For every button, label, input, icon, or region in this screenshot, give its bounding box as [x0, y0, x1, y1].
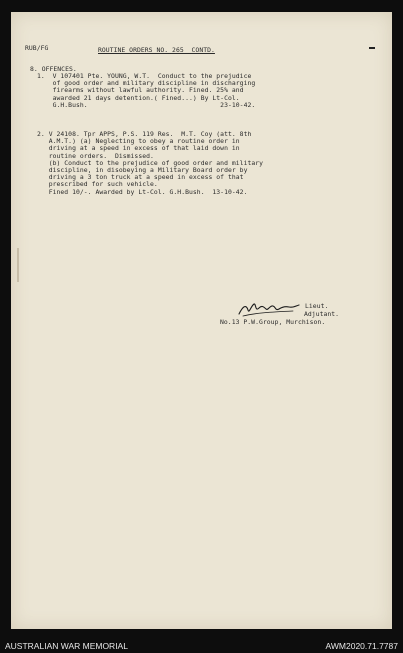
handwritten-signature — [237, 298, 301, 320]
order-entry-1: 1. V 107401 Pte. YOUNG, W.T. Conduct to the prejudice of good order and military discipline in discharging firearms without lawful authority. Fined. 25% and awarded 21 days detention.( Fined...) By Lt-Col. G.H.Bush. 23-10-42. — [37, 72, 256, 109]
signatory-rank: Lieut. — [305, 302, 329, 310]
corner-mark — [369, 47, 375, 49]
signatory-title: Adjutant. — [304, 310, 340, 318]
catalogue-number: AWM2020.71.7787 — [325, 641, 398, 651]
order-entry-2: 2. V 24108. Tpr APPS, P.S. 119 Res. M.T. Coy (att. 8th A.M.T.) (a) Neglecting to obey a routine order in driving at a speed in excess of that laid down in routine orders. Dismissed. (b) Conduct to the prejudice of good order and military discipline, in disobeying a Military Board order by driving a 3 ton truck at a speed in excess of that prescribed for such vehicle. Fined 10/-. Awarded by Lt-Col. G.H.Bush. 13-10-42. — [37, 130, 264, 196]
signatory-unit: No.13 P.W.Group, Murchison. — [220, 318, 326, 326]
document-page — [11, 12, 392, 629]
paper-smudge — [17, 248, 19, 282]
document-title: ROUTINE ORDERS NO. 265 CONTD. — [98, 46, 215, 54]
institution-name: AUSTRALIAN WAR MEMORIAL — [5, 641, 128, 651]
archive-footer — [0, 639, 403, 653]
document-reference: RUB/FG — [25, 44, 49, 52]
section-heading: 8. OFFENCES. — [30, 65, 77, 73]
